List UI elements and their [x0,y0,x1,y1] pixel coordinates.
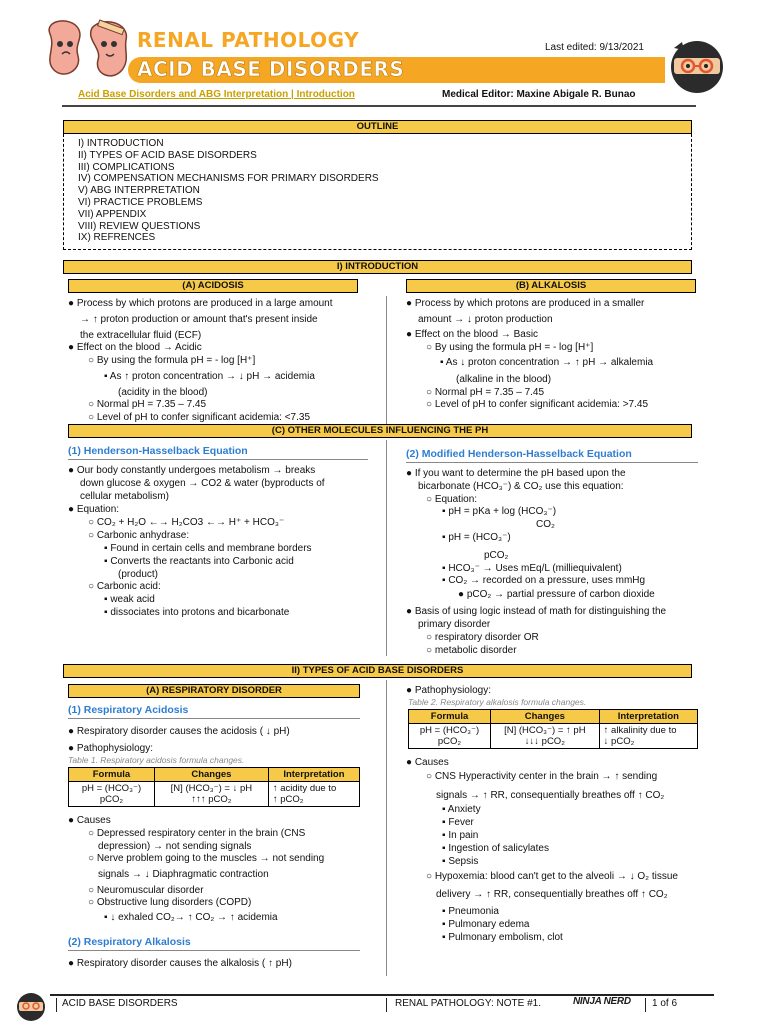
hh-l9: (product) [118,569,159,580]
mhh-l11: ○ respiratory disorder OR [426,632,539,643]
outline-item[interactable]: VIII) REVIEW QUESTIONS [78,220,201,232]
table-header: Interpretation [268,768,359,782]
alkalosis-heading: (B) ALKALOSIS [406,279,696,293]
alkalosis-l8: ○ Level of pH to confer significant acidemia: >7.45 [426,399,649,410]
ninja-nerd-logo: NINJA NERD [573,996,631,1007]
column-divider [386,296,387,426]
table-resp-acidosis [68,767,360,807]
outline-item[interactable]: V) ABG INTERPRETATION [78,185,200,197]
table-cell: pCO₂ [437,736,462,747]
ra-l6: ○ Nerve problem going to the muscles → not sending [88,853,325,864]
rk-l9: ▪ Ingestion of salicylates [442,843,549,854]
outline-item[interactable]: VII) APPENDIX [78,208,147,220]
alkalosis-l7: ○ Normal pH = 7.35 – 7.45 [426,387,545,398]
ra-l4: ○ Depressed respiratory center in the brain (CNS [88,828,306,839]
hh-l8: ▪ Converts the reactants into Carbonic acid [104,556,294,567]
rk-l14: ▪ Pulmonary edema [442,919,530,930]
table-header: Interpretation [599,710,697,724]
acidosis-l4: ● Effect on the blood → Acidic [68,342,202,353]
section-types-heading: II) TYPES OF ACID BASE DISORDERS [63,664,692,678]
table-cell: ↑ alkalinity due to [603,725,677,736]
alkalosis-l2: amount → ↓ proton production [418,314,553,325]
hh-l3: cellular metabolism) [80,491,169,502]
table2-caption: Table 2. Respiratory alkalosis formula changes. [408,697,587,707]
ra-l3: ● Causes [68,815,111,826]
mhh-l4: ▪ pH = pKa + log (HCO₃⁻) [442,506,557,517]
rk-l7: ▪ Fever [442,817,474,828]
rk-l8: ▪ In pain [442,830,479,841]
table-header: Formula [409,710,491,724]
alkalosis-l6: (alkaline in the blood) [456,374,552,385]
table-cell: pCO₂ [99,794,124,805]
footer-note: RENAL PATHOLOGY: NOTE #1. [395,998,541,1009]
table-header: Changes [154,768,268,782]
hh-l6: ○ Carbonic anhydrase: [88,530,190,541]
table1-caption: Table 1. Respiratory acidosis formula changes. [68,755,245,765]
footer-topic: ACID BASE DISORDERS [62,998,178,1009]
ra-l10: ▪ ↓ exhaled CO₂→ ↑ CO₂ → ↑ acidemia [104,912,278,923]
rk-l10: ▪ Sepsis [442,856,479,867]
rk-l6: ▪ Anxiety [442,804,481,815]
rk-l12: delivery → ↑ RR, consequentially breathes off ↑ CO₂ [436,889,668,900]
acidosis-l2: → ↑ proton production or amount that's present inside [80,314,318,325]
hh-l2: down glucose & oxygen → CO2 & water (byproducts of [80,478,325,489]
ninja-footer-icon [14,990,48,1022]
table-header: Changes [491,710,600,724]
outline-item[interactable]: III) COMPLICATIONS [78,161,175,173]
ra-l8: ○ Neuromuscular disorder [88,885,204,896]
subtitle-link[interactable]: Acid Base Disorders and ABG Interpretation | Introduction [78,89,355,100]
rk-l13: ▪ Pneumonia [442,906,499,917]
medical-editor: Medical Editor: Maxine Abigale R. Bunao [442,89,636,100]
hh-l4: ● Equation: [68,504,120,515]
footer-separator [56,998,57,1012]
outline-item[interactable]: IV) COMPENSATION MECHANISMS FOR PRIMARY DISORDERS [78,173,379,185]
table-cell: ↑ acidity due to [272,783,337,794]
rk-l11: ○ Hypoxemia: blood can't get to the alveoli → ↓ O₂ tissue [426,871,678,882]
rk-l1: ● Respiratory disorder causes the alkalosis ( ↑ pH) [68,958,292,969]
outline-list [78,138,379,244]
table-cell: ↓↓↓ pCO₂ [524,736,565,747]
mhh-l3: ○ Equation: [426,494,478,505]
mhh-l5: ▪ pH = (HCO₃⁻) [442,532,511,543]
mhh-l10: primary disorder [418,619,491,630]
acidosis-l1: ● Process by which protons are produced in a large amount [68,298,333,309]
ninja-avatar-icon [668,38,726,96]
alkalosis-l5: ▪ As ↓ proton concentration → ↑ pH → alkalemia [440,357,654,368]
table-cell: pH = (HCO₃⁻) [81,783,142,794]
hh-l1: ● Our body constantly undergoes metabolism → breaks [68,465,316,476]
table-resp-alkalosis [408,709,698,749]
ra-l1: ● Respiratory disorder causes the acidosis ( ↓ pH) [68,726,290,737]
respiratory-disorder-heading: (A) RESPIRATORY DISORDER [68,684,360,698]
mhh-l1: ● If you want to determine the pH based upon the [406,468,626,479]
acidosis-heading: (A) ACIDOSIS [68,279,358,293]
mhh-l12: ○ metabolic disorder [426,645,517,656]
column-divider [386,440,387,656]
table-cell: ↑ pCO₂ [272,794,304,805]
kidney-mascot-icon [40,14,135,84]
alkalosis-l1: ● Process by which protons are produced in a smaller [406,298,645,309]
table-cell: ↑↑↑ pCO₂ [191,794,232,805]
table-cell: [N] (HCO₃⁻) = ↓ pH [170,783,253,794]
table-cell: pH = (HCO₃⁻) [419,725,480,736]
hh-l12: ▪ dissociates into protons and bicarbonate [104,607,290,618]
mhh-l4b: CO₂ [536,519,555,530]
table-row [69,782,360,807]
table-cell: [N] (HCO₃⁻) = ↑ pH [504,725,586,736]
table-row [409,724,698,749]
hh-l10: ○ Carbonic acid: [88,581,161,592]
page-title-topic: ACID BASE DISORDERS [137,57,405,81]
outline-item[interactable]: IX) REFRENCES [78,232,156,244]
outline-item[interactable]: I) INTRODUCTION [78,138,164,149]
resp-alkalosis-title: (2) Respiratory Alkalosis [68,936,360,951]
outline-heading: OUTLINE [63,120,692,134]
mhh-l8: ● pCO₂ → partial pressure of carbon dioxide [458,589,655,600]
hh-l5: ○ CO₂ + H₂O ←→ H₂CO3 ←→ H⁺ + HCO₃⁻ [88,517,285,528]
page-number: 1 of 6 [652,998,678,1009]
acidosis-l8: ○ Normal pH = 7.35 – 7.45 [88,399,207,410]
mhh-l7: ▪ CO₂ → recorded on a pressure, uses mmHg [442,575,646,586]
mhh-equation-title: (2) Modified Henderson-Hasselback Equation [406,448,698,463]
rk-l2: ● Pathophysiology: [406,685,491,696]
mhh-l9: ● Basis of using logic instead of math for distinguishing the [406,606,667,617]
page-title-renal: RENAL PATHOLOGY [137,28,360,52]
mhh-l5b: pCO₂ [484,550,509,561]
rk-l5: signals → ↑ RR, consequentially breathes off ↑ CO₂ [436,790,665,801]
outline-item[interactable]: II) TYPES OF ACID BASE DISORDERS [78,149,257,161]
acidosis-l7: (acidity in the blood) [118,387,208,398]
mhh-l6: ▪ HCO₃⁻ → Uses mEq/L (milliequivalent) [442,563,622,574]
ra-l7: signals → ↓ Diaphragmatic contraction [98,869,269,880]
table-header: Formula [69,768,155,782]
table-cell: ↓ pCO₂ [603,736,635,747]
hh-equation-title: (1) Henderson-Hasselback Equation [68,445,368,460]
other-molecules-heading: (C) OTHER MOLECULES INFLUENCING THE PH [68,424,692,438]
footer-separator [645,998,646,1012]
hh-l11: ▪ weak acid [104,594,155,605]
last-edited: Last edited: 9/13/2021 [545,42,644,53]
rk-l15: ▪ Pulmonary embolism, clot [442,932,563,943]
outline-item[interactable]: VI) PRACTICE PROBLEMS [78,196,203,208]
ra-l2: ● Pathophysiology: [68,743,153,754]
acidosis-l6: ▪ As ↑ proton concentration → ↓ pH → acidemia [104,371,315,382]
ra-l9: ○ Obstructive lung disorders (COPD) [88,897,252,908]
footer-separator [386,998,387,1012]
rk-l3: ● Causes [406,757,449,768]
hh-l7: ▪ Found in certain cells and membrane borders [104,543,312,554]
resp-acidosis-title: (1) Respiratory Acidosis [68,704,360,719]
acidosis-l9: ○ Level of pH to confer significant acidemia: <7.35 [88,412,311,423]
acidosis-l5: ○ By using the formula pH = - log [H⁺] [88,355,256,366]
rk-l4: ○ CNS Hyperactivity center in the brain → ↑ sending [426,771,658,782]
section-intro-heading: I) INTRODUCTION [63,260,692,274]
header-divider [62,105,696,107]
alkalosis-l4: ○ By using the formula pH = - log [H⁺] [426,342,594,353]
ra-l5: depression) → not sending signals [98,841,252,852]
alkalosis-l3: ● Effect on the blood → Basic [406,329,539,340]
column-divider [386,680,387,976]
mhh-l2: bicarbonate (HCO₃⁻) & CO₂ use this equation: [418,481,624,492]
acidosis-l3: the extracellular fluid (ECF) [80,330,202,341]
